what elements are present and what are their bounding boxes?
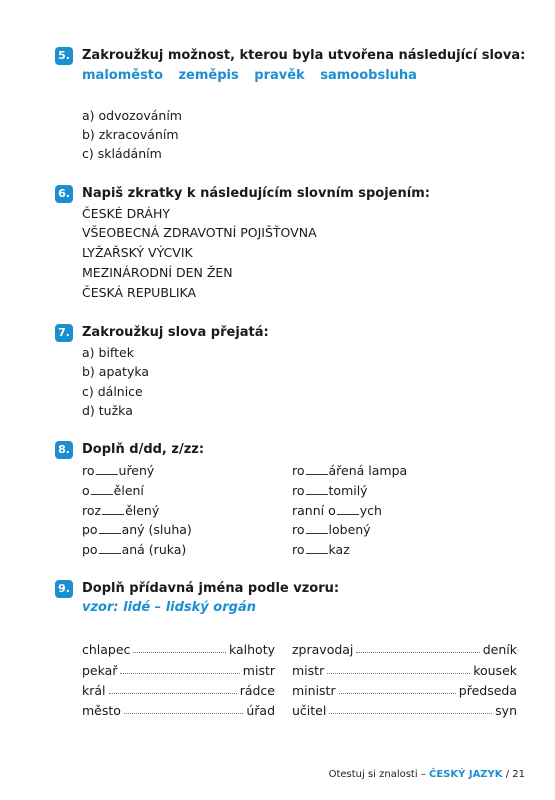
fill-item: ro kaz: [292, 542, 350, 557]
task-title: Zakroužkuj slova přejatá:: [82, 325, 269, 340]
footer-brand: ČESKÝ JAZYK: [429, 769, 503, 780]
option-a[interactable]: a) biftek: [82, 345, 134, 360]
option-b[interactable]: b) apatyka: [82, 364, 150, 379]
blank-input[interactable]: [306, 482, 328, 495]
blank-input[interactable]: [96, 462, 118, 475]
phrase-item: ČESKÁ REPUBLIKA: [82, 285, 197, 300]
footer-prefix: Otestuj si znalosti –: [328, 769, 429, 780]
blank-input[interactable]: [91, 482, 113, 495]
example-pattern: vzor: lidé – lidský orgán: [82, 600, 256, 615]
task-number-badge: 7.: [55, 324, 73, 342]
word: pravěk: [254, 68, 305, 83]
phrase-item: ČESKÉ DRÁHY: [82, 206, 171, 221]
adjective-row: zpravodaj deník: [292, 642, 517, 657]
blank-input[interactable]: [306, 541, 328, 554]
answer-line[interactable]: [109, 693, 237, 694]
task-number-badge: 6.: [55, 185, 73, 203]
phrase-item: VŠEOBECNÁ ZDRAVOTNÍ POJIŠŤOVNA: [82, 225, 317, 240]
word: maloměsto: [82, 68, 163, 83]
fill-item: po aný (sluha): [82, 522, 192, 537]
answer-line[interactable]: [329, 713, 492, 714]
fill-item: o ělení: [82, 483, 144, 498]
option-d[interactable]: d) tužka: [82, 403, 133, 418]
task-title: Zakroužkuj možnost, kterou byla utvořena následující slova:: [82, 48, 526, 63]
adjective-row: král rádce: [82, 683, 275, 698]
page-footer: [329, 769, 525, 780]
task-number-badge: 9.: [55, 580, 73, 598]
adjective-row: pekař mistr: [82, 663, 275, 678]
adjective-row: chlapec kalhoty: [82, 642, 275, 657]
fill-item: ro uřený: [82, 463, 155, 478]
blank-input[interactable]: [99, 541, 121, 554]
option-c[interactable]: c) dálnice: [82, 384, 143, 399]
phrase-item: MEZINÁRODNÍ DEN ŽEN: [82, 265, 233, 280]
answer-line[interactable]: [356, 652, 479, 653]
adjective-row: učitel syn: [292, 703, 517, 718]
adjective-row: město úřad: [82, 703, 275, 718]
option-a[interactable]: a) odvozováním: [82, 108, 182, 123]
page-number: / 21: [502, 769, 525, 780]
phrase-item: LYŽAŘSKÝ VÝCVIK: [82, 245, 193, 260]
word: zeměpis: [178, 68, 239, 83]
fill-item: po aná (ruka): [82, 542, 187, 557]
answer-line[interactable]: [339, 693, 456, 694]
blank-input[interactable]: [306, 521, 328, 534]
task-number-badge: 5.: [55, 47, 73, 65]
fill-item: ro tomilý: [292, 483, 368, 498]
option-b[interactable]: b) zkracováním: [82, 127, 179, 142]
fill-item: ranní o ych: [292, 503, 382, 518]
answer-line[interactable]: [327, 673, 470, 674]
task-title: Napiš zkratky k následujícím slovním spojením:: [82, 186, 430, 201]
blank-input[interactable]: [337, 502, 359, 515]
option-c[interactable]: c) skládáním: [82, 146, 162, 161]
blank-input[interactable]: [306, 462, 328, 475]
word: samoobsluha: [320, 68, 417, 83]
fill-item: roz ělený: [82, 503, 160, 518]
adjective-row: ministr předseda: [292, 683, 517, 698]
answer-line[interactable]: [133, 652, 226, 653]
fill-item: ro ářená lampa: [292, 463, 408, 478]
word-list: [82, 68, 428, 83]
answer-line[interactable]: [124, 713, 243, 714]
task-number-badge: 8.: [55, 441, 73, 459]
answer-line[interactable]: [120, 673, 239, 674]
adjective-row: mistr kousek: [292, 663, 517, 678]
fill-item: ro lobený: [292, 522, 371, 537]
blank-input[interactable]: [99, 521, 121, 534]
task-title: Doplň přídavná jména podle vzoru:: [82, 581, 340, 596]
task-title: Doplň d/dd, z/zz:: [82, 442, 205, 457]
blank-input[interactable]: [102, 502, 124, 515]
